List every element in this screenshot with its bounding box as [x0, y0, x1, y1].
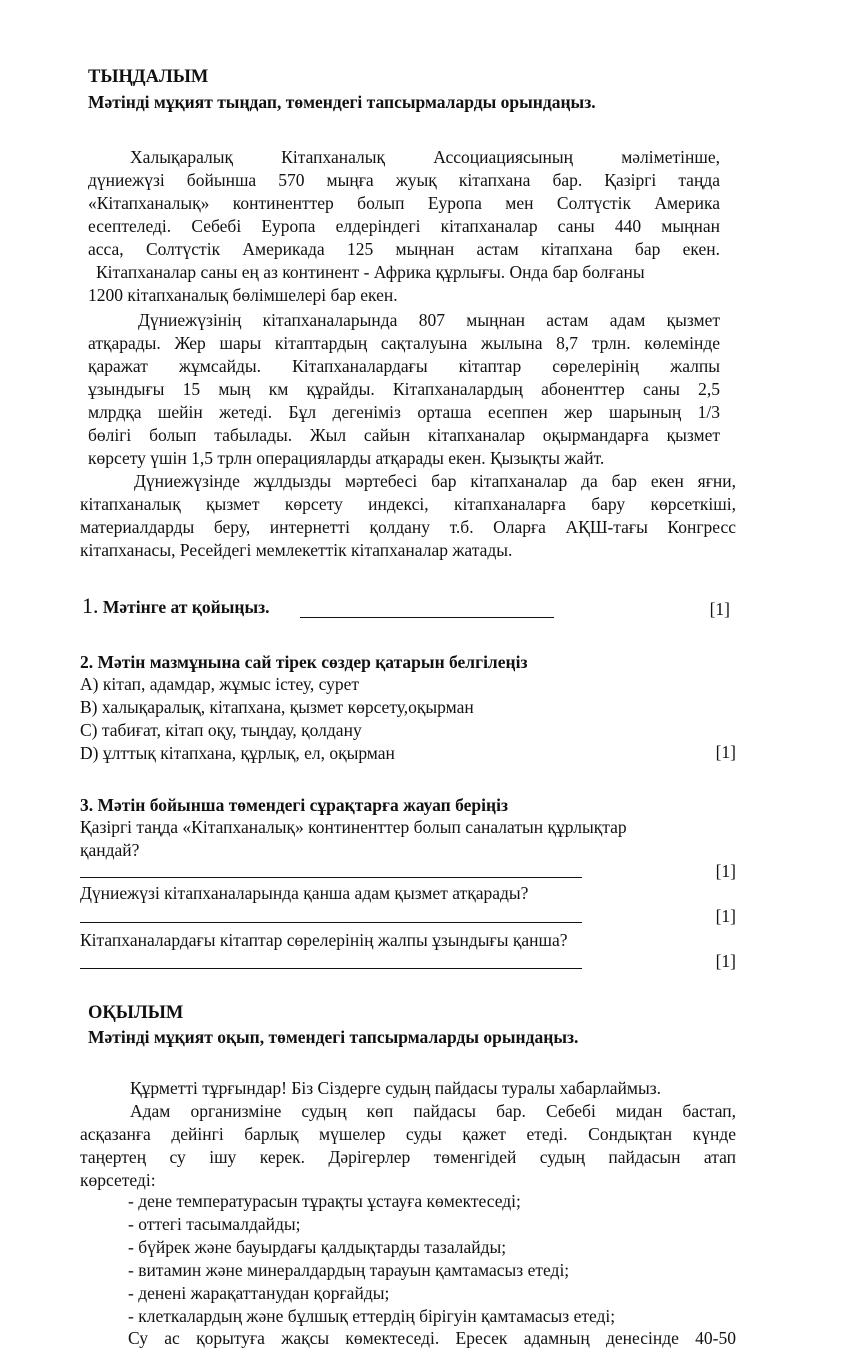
- list-item: - бүйрек және бауырдағы қалдықтарды тазалайды;: [128, 1237, 507, 1257]
- mark: [1]: [715, 742, 736, 762]
- text-line: Халықаралық Кітапханалық Ассоциациясының мәліметінше,: [130, 147, 720, 167]
- text-line: Дүниежүзінде жұлдызды мәртебесі бар кітапханалар да бар екен яғни,: [134, 471, 736, 491]
- question-text: Мәтінге ат қойыңыз.: [102, 597, 270, 617]
- answer-line[interactable]: [80, 877, 582, 878]
- question-3-3: Кітапханалардағы кітаптар сөрелерінің жалпы ұзындығы қанша?: [80, 930, 568, 950]
- list-item: - клеткалардың және бұлшық еттердің бірігуін қамтамасыз етеді;: [128, 1306, 616, 1326]
- list-item: - оттегі тасымалдайды;: [128, 1214, 301, 1234]
- list-item: - денені жарақаттанудан қорғайды;: [128, 1283, 390, 1303]
- list-item: - витамин және минералдардың тарауын қамтамасыз етеді;: [128, 1260, 570, 1280]
- mark: [1]: [715, 951, 736, 971]
- question-1: [82, 594, 270, 619]
- reading-instruction: Мәтінді мұқият оқып, төмендегі тапсырмаларды орындаңыз.: [88, 1027, 579, 1047]
- question-3-2: Дүниежүзі кітапханаларында қанша адам қызмет атқарады?: [80, 883, 529, 903]
- listening-paragraph-3: [80, 470, 736, 562]
- option-a[interactable]: A) кітап, адамдар, жұмыс істеу, сурет: [80, 674, 360, 694]
- question-text: Қазіргі таңда «Кітапханалық» континенттер болып саналатын құрлықтар: [80, 817, 627, 837]
- listening-heading: ТЫҢДАЛЫМ: [88, 67, 209, 87]
- reading-paragraph-1: [80, 1100, 736, 1192]
- text-line: кітапханалық қызмет көрсету индексі, кітапханаларға бару көрсеткіші,: [80, 494, 736, 514]
- question-3-title: 3. Мәтін бойынша төмендегі сұрақтарға жауап беріңіз: [80, 795, 508, 815]
- option-c[interactable]: C) табиғат, кітап оқу, тыңдау, қолдану: [80, 720, 362, 740]
- mark: [1]: [715, 906, 736, 926]
- text-line: қаражат жұмсайды. Кітапханалардағы кітаптар сөрелерінің жалпы: [88, 356, 720, 376]
- mark: [1]: [715, 861, 736, 881]
- question-2-options: [80, 673, 474, 765]
- text-line: дүниежүзі бойынша 570 мыңға жуық кітапхана бар. Қазіргі таңда: [88, 170, 720, 190]
- text-line: есептеледі. Себебі Еуропа елдеріндегі кітапханалар саны 440 мыңнан: [88, 216, 720, 236]
- text-line: млрдқа шейін жетеді. Бұл дегеніміз орташа есеппен жер шарының 1/3: [88, 402, 720, 422]
- option-b[interactable]: B) халықаралық, кітапхана, қызмет көрсету,оқырман: [80, 697, 474, 717]
- text-line: «Кітапханалық» континенттер болып Еуропа мен Солтүстік Америка: [88, 193, 720, 213]
- text-line: Дүниежүзінің кітапханаларында 807 мыңнан астам адам қызмет: [138, 310, 720, 330]
- text-line: көрсетеді:: [80, 1170, 156, 1190]
- list-item: - дене температурасын тұрақты ұстауға көмектеседі;: [128, 1191, 521, 1211]
- text-line: Су ас қорытуға жақсы көмектеседі. Ересек адамның денесінде 40-50: [128, 1328, 736, 1348]
- answer-line[interactable]: [80, 922, 582, 923]
- reading-bullet-list: [128, 1190, 615, 1328]
- answer-line[interactable]: [300, 617, 554, 618]
- text-line: материалдарды беру, интернетті қолдану т.б. Оларға АҚШ-тағы Конгресс: [80, 517, 736, 537]
- answer-line[interactable]: [80, 968, 582, 969]
- reading-heading: ОҚЫЛЫМ: [88, 1003, 184, 1023]
- text-line: Кітапханалар саны ең аз континент - Африка құрлығы. Онда бар болғаны: [96, 262, 645, 282]
- reading-last-line: [128, 1327, 736, 1350]
- question-2-title: 2. Мәтін мазмұнына сай тірек сөздер қатарын белгілеңіз: [80, 652, 528, 672]
- text-line: атқарады. Жер шары кітаптардың сақталуына жылына 8,7 трлн. көлемінде: [88, 333, 720, 353]
- text-line: таңертең су ішу керек. Дәрігерлер төменгідей судың пайдасын атап: [80, 1147, 736, 1167]
- text-line: Адам организміне судың көп пайдасы бар. Себебі мидан бастап,: [130, 1101, 736, 1121]
- text-line: асса, Солтүстік Америкада 125 мыңнан астам кітапхана бар екен.: [88, 239, 720, 259]
- listening-instruction: Мәтінді мұқият тыңдап, төмендегі тапсырмаларды орындаңыз.: [88, 92, 596, 112]
- listening-paragraph-1: [88, 146, 720, 307]
- question-number: 1.: [82, 593, 99, 618]
- listening-paragraph-2: [88, 309, 720, 470]
- question-3-1: [80, 816, 627, 862]
- text-line: көрсету үшін 1,5 трлн операцияларды атқарады екен. Қызықты жайт.: [88, 448, 605, 468]
- reading-greeting: Құрметті тұрғындар! Біз Сіздерге судың пайдасы туралы хабарлаймыз.: [130, 1078, 662, 1098]
- text-line: бөлігі болып табылады. Жыл сайын кітапханалар оқырмандарға қызмет: [88, 425, 720, 445]
- text-line: ұзындығы 15 мың км құрайды. Кітапханалардың абоненттер саны 2,5: [88, 379, 720, 399]
- text-line: кітапханасы, Ресейдегі мемлекеттік кітапханалар жатады.: [80, 540, 513, 560]
- question-text: қандай?: [80, 840, 140, 860]
- text-line: 1200 кітапханалық бөлімшелері бар екен.: [88, 285, 398, 305]
- text-line: асқазанға дейінгі барлық мүшелер суды қажет етеді. Сондықтан күнде: [80, 1124, 736, 1144]
- mark: [1]: [709, 599, 730, 619]
- option-d[interactable]: D) ұлттық кітапхана, құрлық, ел, оқырман: [80, 743, 395, 763]
